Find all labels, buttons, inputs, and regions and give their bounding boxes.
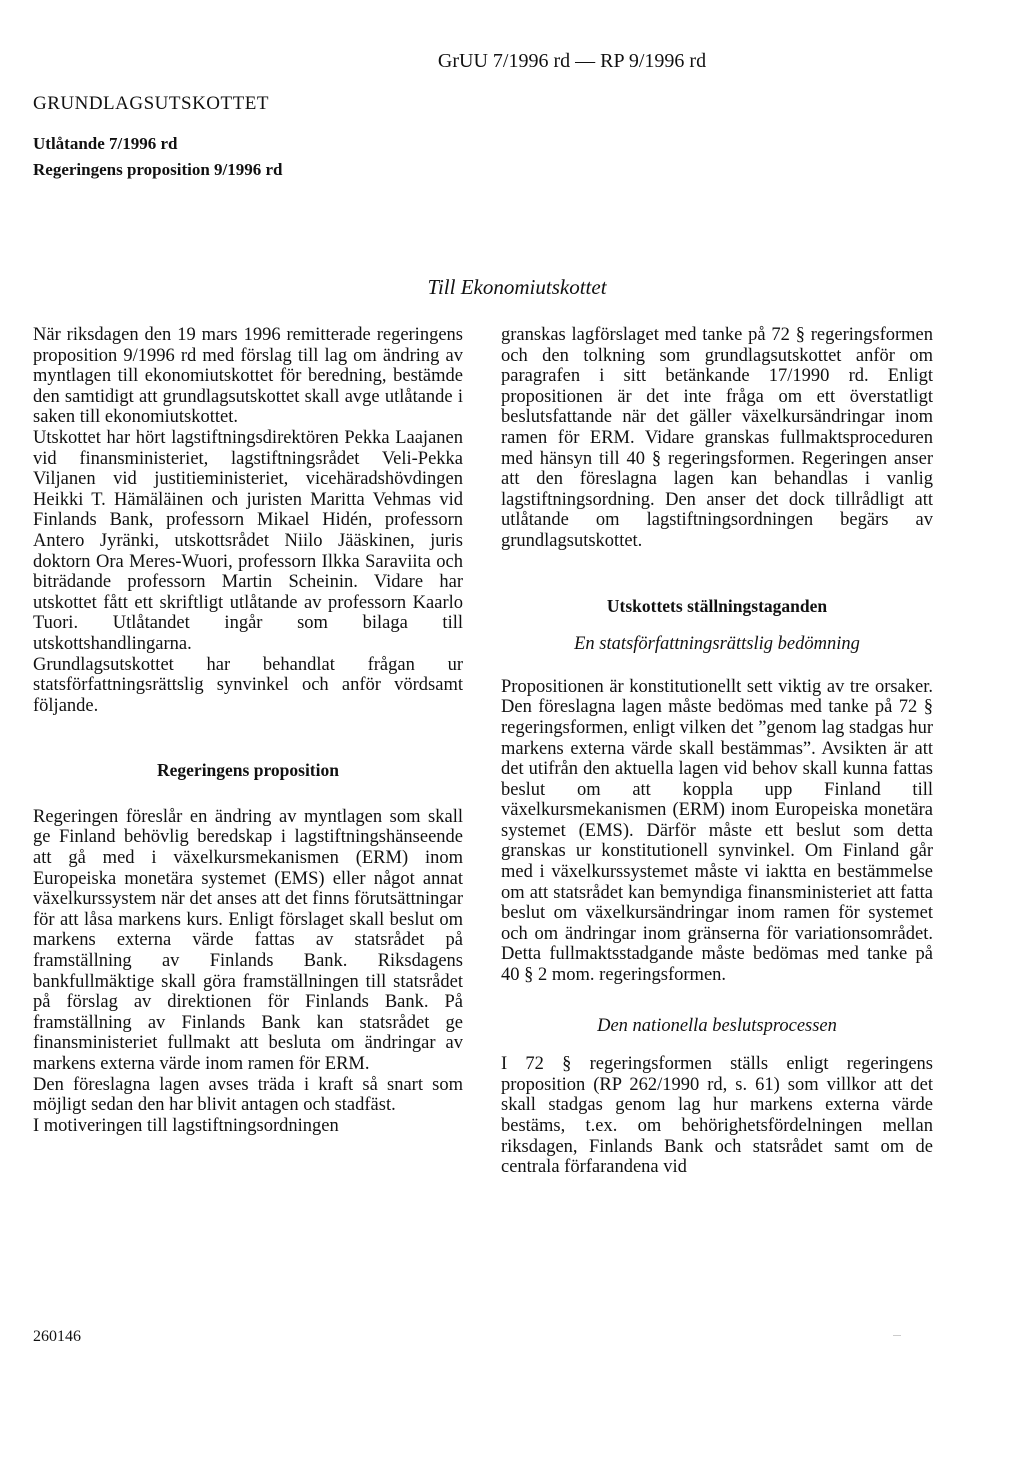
- intro-paragraph: Utskottet har hört lagstiftningsdirektören Pekka Laajanen vid finansministeriet, lagstiftningsrådet Veli-Pekka Viljanen vid justitieministeriet, vicehäradshövdingen Heikki T. Hämäläinen och juristen Maritta Vehmas vid Finlands Bank, professorn Mikael Hidén, professorn Antero Jyränki, utskottsrådet Niilo Jääskinen, juris doktorn Ora Meres-Wuori, professorn Ilkka Saraviita och biträdande professorn Martin Scheinin. Vidare har utskottet fått ett skriftligt utlåtande av professorn Kaarlo Tuori. Utlåtandet ingår som bilaga till utskottshandlingarna.: [33, 427, 463, 654]
- subheading-national-process: Den nationella beslutsprocessen: [597, 1015, 837, 1036]
- section-paragraph: Den föreslagna lagen avses träda i kraft så snart som möjligt sedan den har blivit antagen och stadfäst.: [33, 1074, 463, 1116]
- proposition-reference: Regeringens proposition 9/1996 rd: [33, 160, 283, 179]
- section-paragraph: I motiveringen till lagstiftningsordningen: [33, 1115, 339, 1136]
- addressee: Till Ekonomiutskottet: [427, 275, 607, 299]
- scan-mark: [893, 1335, 901, 1336]
- assessment-paragraph: Propositionen är konstitutionellt sett viktig av tre orsaker. Den föreslagna lagen måste bedömas med tanke på 72 § regeringsformen, enligt vilken det ”genom lag stadgas hur markens externa värde skall bestämmas”. Avsikten är att det utifrån den aktuella lagen vid behov skall kunna fattas beslut om att koppla upp Finland till växelkursmekanismen (ERM) inom Europeiska monetära systemet (EMS). Därför måste ett beslut som detta granskas ur konstitutionell synvinkel. Om Finland går med i växelkurssystemet måste vi iaktta en bestämmelse om att statsrådet kan bemyndiga finansministeriet att fatta beslut om växelkursändringar inom ramen för systemet och om ändringar inom gränserna för variationsområdet. Detta fullmaktsstadgande måste bedömas med tanke på 40 § 2 mom. regeringsformen.: [501, 676, 933, 986]
- section-heading-committee-positions: Utskottets ställningstaganden: [606, 595, 828, 616]
- section-heading-proposition: Regeringens proposition: [157, 760, 339, 781]
- running-head: GrUU 7/1996 rd — RP 9/1996 rd: [437, 50, 707, 72]
- left-column: [33, 325, 463, 1136]
- statement-reference: Utlåtande 7/1996 rd: [33, 134, 178, 153]
- intro-paragraph: Grundlagsutskottet har behandlat frågan ur statsförfattningsrättslig synvinkel och anför vördsamt följande.: [33, 654, 463, 716]
- section-paragraph: Regeringen föreslår en ändring av myntlagen som skall ge Finland behövlig beredskap i lagstiftningshänseende att gå med i växelkursmekanismen (ERM) inom Europeiska monetära systemet (EMS) eller något annat växelkurssystem när det anses att det finns förutsättningar för att låsa markens kurs. Enligt förslaget skall beslut om markens externa värde fattas av statsrådet på framställning av Finlands Bank. Riksdagens bankfullmäktige skall göra framställningen till statsrådet på förslag av direktionen för Finlands Bank. På framställning av Finlands Bank kan statsrådet ge finansministeriet fullmakt att besluta om ändringar av markens externa värde inom ramen för ERM.: [33, 806, 463, 1074]
- continuation-paragraph: granskas lagförslaget med tanke på 72 § regeringsformen och den tolkning som grundlagsutskottet anför om paragrafen i sitt betänkande 17/1990 rd. Enligt propositionen är det inte fråga om ett överstatligt beslutsfattande när det gäller växelkursändringar inom ramen för ERM. Vidare granskas fullmaktsproceduren med hänsyn till 40 § regeringsformen. Regeringen anser att den föreslagna lagen kan behandlas i vanlig lagstiftningsordning. Den anser det dock tillrådligt att utlåtande om lagstiftningsordningen begärs av grundlagsutskottet.: [501, 325, 933, 551]
- process-paragraph: I 72 § regeringsformen ställs enligt regeringens proposition (RP 262/1990 rd, s. 61) som villkor att det skall stadgas genom lag hur markens externa värde bestäms, t.ex. om behörighetsfördelningen mellan riksdagen, Finlands Bank och statsrådet samt om de centrala förfarandena vid: [501, 1054, 933, 1178]
- page-number: 260146: [33, 1328, 81, 1345]
- subheading-constitutional-assessment: En statsförfattningsrättslig bedömning: [574, 634, 860, 655]
- committee-name: GRUNDLAGSUTSKOTTET: [33, 93, 269, 114]
- intro-paragraph: När riksdagen den 19 mars 1996 remitterade regeringens proposition 9/1996 rd med förslag till lag om ändring av myntlagen till ekonomiutskottet för beredning, bestämde den samtidigt att grundlagsutskottet skall avge utlåtande i saken till ekonomiutskottet.: [33, 325, 463, 428]
- right-column: [501, 325, 933, 1178]
